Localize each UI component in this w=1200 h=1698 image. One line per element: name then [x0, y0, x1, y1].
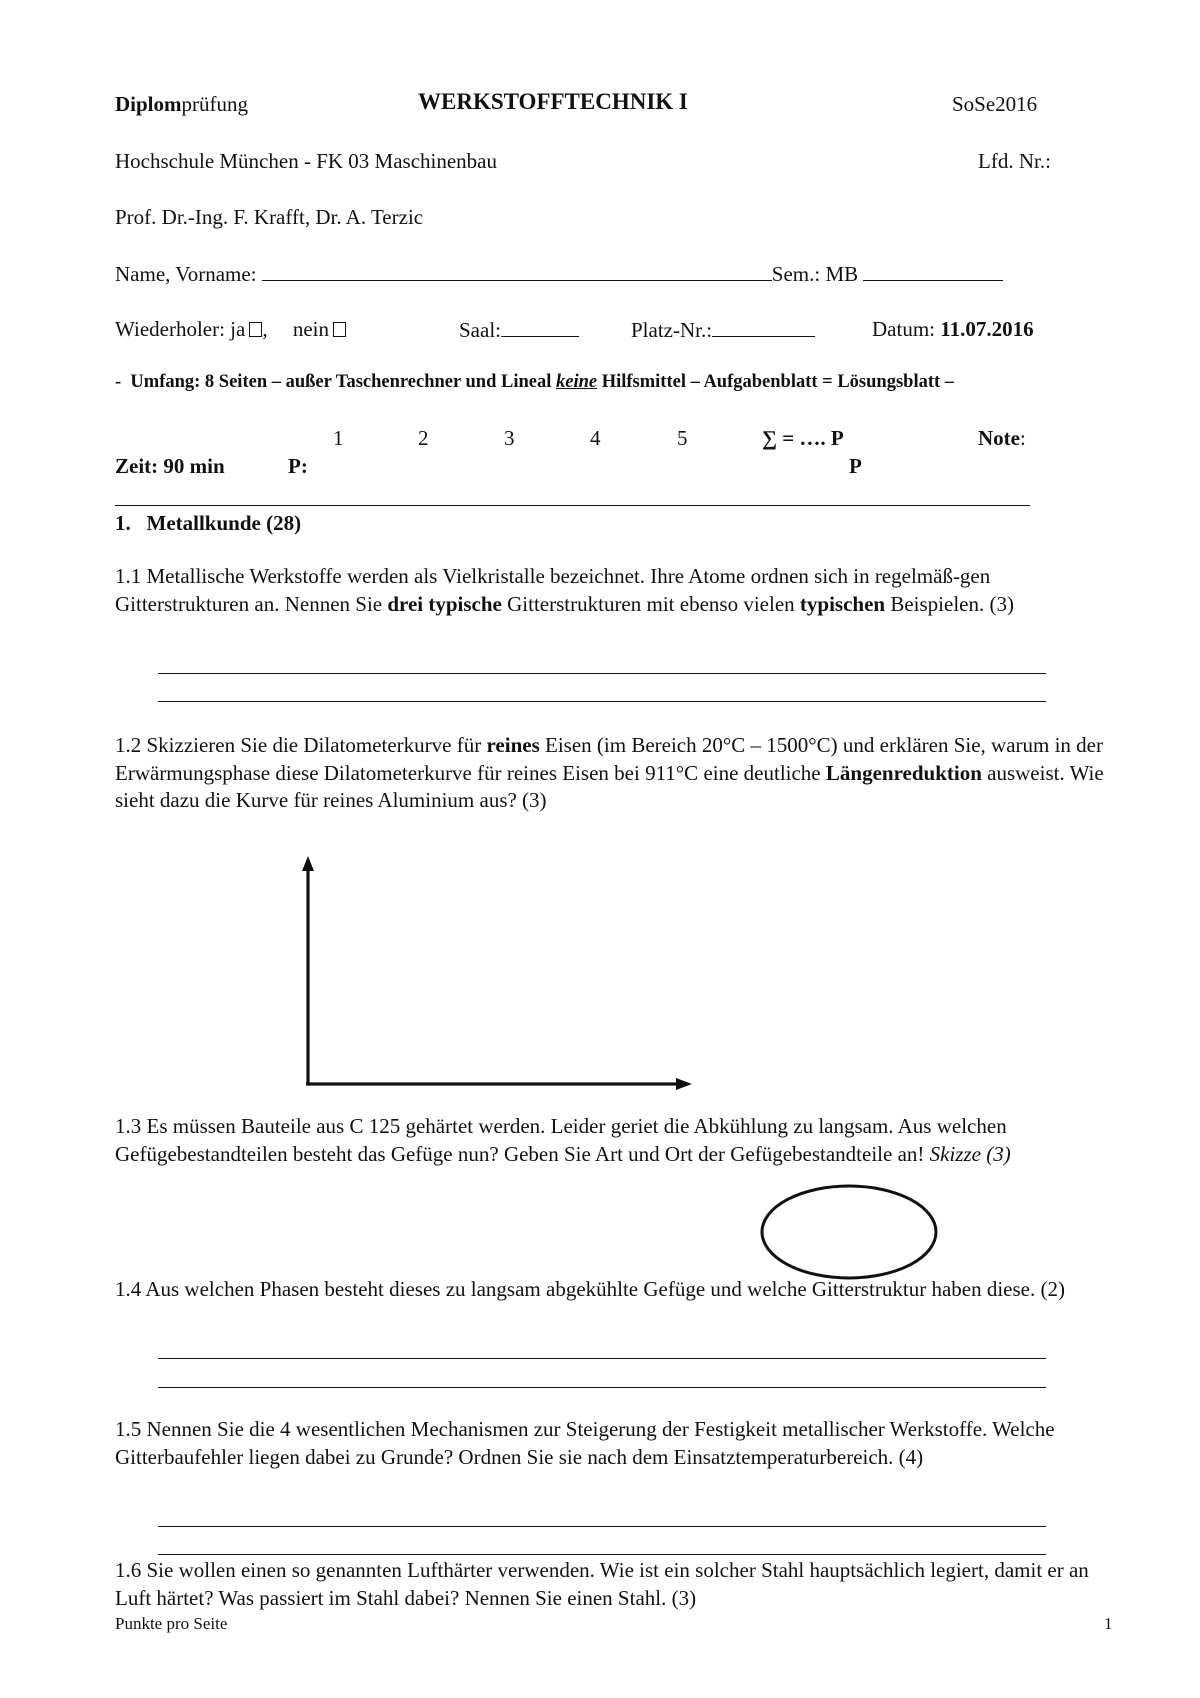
score-col-4: 4 — [590, 426, 601, 450]
y-axis-arrow-icon — [302, 856, 314, 871]
repeat-label: Wiederholer: ja — [115, 317, 246, 341]
room-field[interactable] — [501, 316, 579, 337]
repeat-no-label: nein — [292, 317, 329, 341]
date-value: 11.07.2016 — [940, 317, 1034, 341]
seat-label: Platz-Nr.: — [631, 318, 713, 342]
answer-line[interactable] — [158, 701, 1046, 702]
page-number: 1 — [1104, 1614, 1113, 1633]
header-divider — [115, 505, 1030, 506]
question-1-5: 1.5 Nennen Sie die 4 wesentlichen Mechanismen zur Steigerung der Festigkeit metallischer Werkstoffe. Welche Gitterbaufehler liegen dabei zu Grunde? Ordnen Sie sie nach dem Einsatztemperaturbereich. (4) — [115, 1417, 1055, 1469]
exam-type — [115, 91, 248, 118]
dilatometer-axes-sketch[interactable] — [290, 855, 700, 1100]
score-col-5: 5 — [677, 426, 688, 450]
question-1-4: 1.4 Aus welchen Phasen besteht dieses zu langsam abgekühlte Gefüge und welche Gitterstruktur haben diese. (2) — [115, 1277, 1065, 1301]
exam-type-bold: Diplom — [115, 92, 182, 116]
question-1-3 — [115, 1113, 1105, 1168]
q1-2-text-e: ausweist. Wie sieht dazu die Kurve für reines Aluminium aus? (3) — [115, 760, 1104, 812]
q1-1-bold-b: drei typische — [387, 591, 502, 616]
q1-2-text-c: Eisen (im Bereich 20°C – 1500°C) und erklären Sie, warum in der Erwärmungsphase diese Dilatometerkurve für reines Eisen bei 911°C eine deutliche — [115, 733, 1103, 785]
section-heading — [115, 510, 301, 537]
q1-1-text-c: Gitterstrukturen mit ebenso vielen — [501, 591, 800, 616]
question-1-2 — [115, 732, 1105, 815]
microstructure-sketch-circle[interactable] — [758, 1182, 940, 1282]
section-number: 1. — [115, 511, 131, 535]
answer-line[interactable] — [158, 1554, 1046, 1555]
grade-colon: : — [1019, 426, 1026, 450]
q1-3-italic-b: Skizze — [929, 1141, 981, 1166]
answer-line[interactable] — [158, 1387, 1046, 1388]
answer-line[interactable] — [158, 673, 1046, 674]
grade-label: Note — [978, 426, 1020, 450]
answer-line[interactable] — [158, 1526, 1046, 1527]
repeat-yes-checkbox[interactable] — [249, 322, 262, 337]
sem-label: Sem.: MB — [771, 262, 859, 286]
sem-field[interactable] — [863, 260, 1003, 281]
section-title: Metallkunde (28) — [146, 511, 302, 535]
time-label: Zeit: 90 min — [115, 454, 225, 478]
q1-3-text-a: 1.3 Es müssen Bauteile aus C 125 gehärtet werden. Leider geriet die Abkühlung zu langsam. Aus welchen Gefügebestandteilen besteht das Gefüge nun? Geben Sie Art und Ort der Gefügebestandteile an! — [115, 1114, 1007, 1166]
footer-points-label: Punkte pro Seite — [115, 1614, 228, 1633]
scope-keine: keine — [555, 372, 598, 392]
answer-line[interactable] — [158, 1358, 1046, 1359]
scope-a: Umfang: 8 Seiten – außer Taschenrechner und Lineal — [130, 372, 552, 392]
score-sum: ∑ = …. P — [762, 426, 844, 450]
date-label: Datum: — [872, 317, 935, 341]
q1-2-bold-b: reines — [486, 733, 540, 757]
score-col-1: 1 — [333, 426, 344, 450]
q1-1-text-e: Beispielen. (3) — [885, 591, 1014, 616]
x-axis-arrow-icon — [676, 1078, 692, 1090]
seat-field[interactable] — [712, 316, 815, 337]
scope-line — [115, 372, 954, 393]
professors: Prof. Dr.-Ing. F. Krafft, Dr. A. Terzic — [115, 205, 424, 229]
q1-2-text-a: 1.2 Skizzieren Sie die Dilatometerkurve für — [115, 733, 487, 757]
room-row — [459, 316, 579, 344]
grade — [978, 425, 1026, 452]
score-col-3: 3 — [504, 426, 515, 450]
exam-subject: WERKSTOFFTECHNIK I — [418, 89, 688, 114]
name-field[interactable] — [262, 260, 772, 281]
repeater-row: Wiederholer: ja , nein — [115, 316, 346, 343]
scope-b: Hilfsmittel – Aufgabenblatt = Lösungsblatt – — [601, 372, 955, 392]
question-1-6: 1.6 Sie wollen einen so genannten Lufthärter verwenden. Wie ist ein solcher Stahl hauptsächlich legiert, damit er an Luft härtet? Was passiert im Stahl dabei? Nennen Sie einen Stahl. (3) — [115, 1558, 1089, 1610]
score-col-2: 2 — [418, 426, 429, 450]
repeat-no-checkbox[interactable] — [333, 322, 346, 337]
scope-dash: - — [115, 372, 122, 392]
exam-type-rest: prüfung — [181, 92, 249, 116]
sum-unit: P — [849, 454, 862, 478]
name-label: Name, Vorname: — [115, 262, 257, 286]
seat-row — [631, 316, 815, 344]
q1-1-text-a: 1.1 Metallische Werkstoffe werden als Vielkristalle bezeichnet. Ihre Atome ordnen sich in regelmäß-gen Gitterstrukturen an. Nennen Sie — [115, 564, 991, 616]
date-row — [872, 316, 1034, 343]
semester: SoSe2016 — [952, 92, 1038, 116]
name-row — [115, 260, 1003, 288]
question-1-1 — [115, 563, 1105, 618]
q1-3-text-c: (3) — [980, 1141, 1011, 1166]
points-label: P: — [288, 454, 308, 478]
institution: Hochschule München - FK 03 Maschinenbau — [115, 149, 497, 173]
q1-2-bold-d: Längenreduktion — [825, 760, 982, 785]
room-label: Saal: — [459, 318, 501, 342]
q1-1-bold-d: typischen — [799, 591, 886, 616]
lfd-nr-label: Lfd. Nr.: — [978, 149, 1051, 173]
